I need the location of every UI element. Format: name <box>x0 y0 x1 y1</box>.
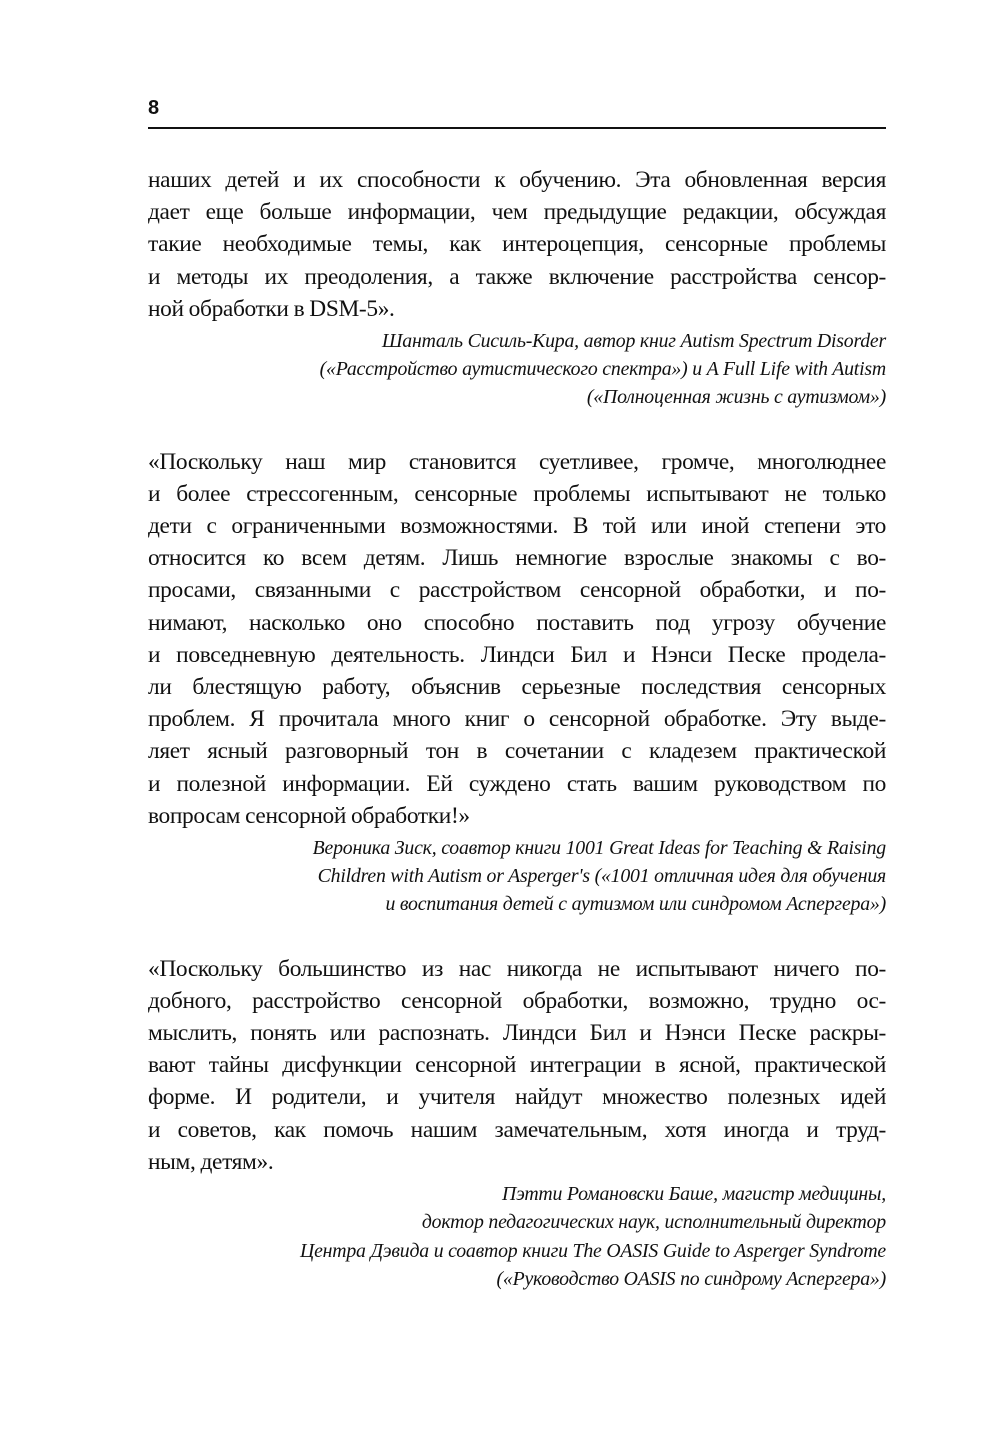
text-line: и полезной информации. Ей суждено стать вашим руководством по <box>148 770 886 797</box>
attribution-line: Центра Дэвида и соавтор книги The OASIS Guide to Asperger Syndrome <box>300 1239 886 1262</box>
text-line: «Поскольку наш мир становится суетливее, громче, многолюднее <box>148 448 886 475</box>
text-line: ной обработки в DSM-5». <box>148 295 395 322</box>
text-line: и методы их преодоления, а также включение расстройства сенсор- <box>148 263 886 290</box>
text-line: такие необходимые темы, как интероцепция, сенсорные проблемы <box>148 231 886 258</box>
testimonial-attribution <box>148 327 886 412</box>
attribution-line: («Расстройство аутистического спектра») и A Full Life with Autism <box>319 358 886 381</box>
page-content <box>148 164 886 1293</box>
text-line: нимают, насколько оно способно поставить под угрозу обучение <box>148 609 886 636</box>
text-line: форме. И родители, и учителя найдут множество полезных идей <box>148 1084 886 1111</box>
text-line: и повседневную деятельность. Линдси Бил и Нэнси Песке продела- <box>148 641 886 668</box>
text-line: мыслить, понять или распознать. Линдси Бил и Нэнси Песке раскры- <box>148 1020 886 1047</box>
testimonial-block-2 <box>148 446 886 919</box>
testimonial-attribution <box>148 834 886 919</box>
testimonial-text <box>148 446 886 832</box>
text-line: проблем. Я прочитала много книг о сенсорной обработке. Эту выде- <box>148 706 886 733</box>
text-line: ли блестящую работу, объяснив серьезные последствия сенсорных <box>148 674 886 701</box>
attribution-line: и воспитания детей с аутизмом или синдромом Аспергера») <box>385 893 886 916</box>
header-rule <box>148 127 886 129</box>
page-number: 8 <box>148 97 160 119</box>
running-head <box>148 96 886 130</box>
text-line: наших детей и их способности к обучению. Эта обновленная версия <box>148 167 886 193</box>
text-line: дети с ограниченными возможностями. В той или иной степени это <box>148 513 886 540</box>
text-line: просами, связанными с расстройством сенсорной обработки, и по- <box>148 577 886 604</box>
attribution-line: доктор педагогических наук, исполнительный директор <box>421 1211 886 1234</box>
text-line: и советов, как помочь нашим замечательным, хотя иногда и труд- <box>148 1116 886 1143</box>
text-line: вают тайны дисфункции сенсорной интеграции в ясной, практической <box>148 1052 886 1079</box>
attribution-line: («Полноценная жизнь с аутизмом») <box>586 386 886 409</box>
testimonial-block-3 <box>148 953 886 1293</box>
text-line: и более стрессогенным, сенсорные проблемы испытывают не только <box>148 480 886 507</box>
attribution-line: Children with Autism or Asperger's («1001 отличная идея для обучения <box>317 865 886 888</box>
testimonial-text <box>148 164 886 325</box>
attribution-line: («Руководство OASIS по синдрому Аспергера») <box>496 1267 886 1290</box>
text-line: ным, детям». <box>148 1148 274 1175</box>
text-line: «Поскольку большинство из нас никогда не испытывают ничего по- <box>148 955 886 982</box>
testimonial-attribution <box>148 1180 886 1293</box>
text-line: добного, расстройство сенсорной обработки, возможно, трудно ос- <box>148 987 886 1014</box>
testimonial-text <box>148 953 886 1178</box>
attribution-line: Пэтти Романовски Баше, магистр медицины, <box>501 1183 886 1206</box>
attribution-line: Шанталь Сисиль-Кира, автор книг Autism Spectrum Disorder <box>381 330 886 353</box>
text-line: дает еще больше информации, чем предыдущие редакции, обсуждая <box>148 199 886 226</box>
text-line: относится ко всем детям. Лишь немногие взрослые знакомы с во- <box>148 545 886 572</box>
testimonial-block-1 <box>148 164 886 412</box>
text-line: вопросам сенсорной обработки!» <box>148 802 470 829</box>
text-line: ляет ясный разговорный тон в сочетании с кладезем практической <box>148 738 886 765</box>
attribution-line: Вероника Зиск, соавтор книги 1001 Great Ideas for Teaching & Raising <box>312 837 886 860</box>
